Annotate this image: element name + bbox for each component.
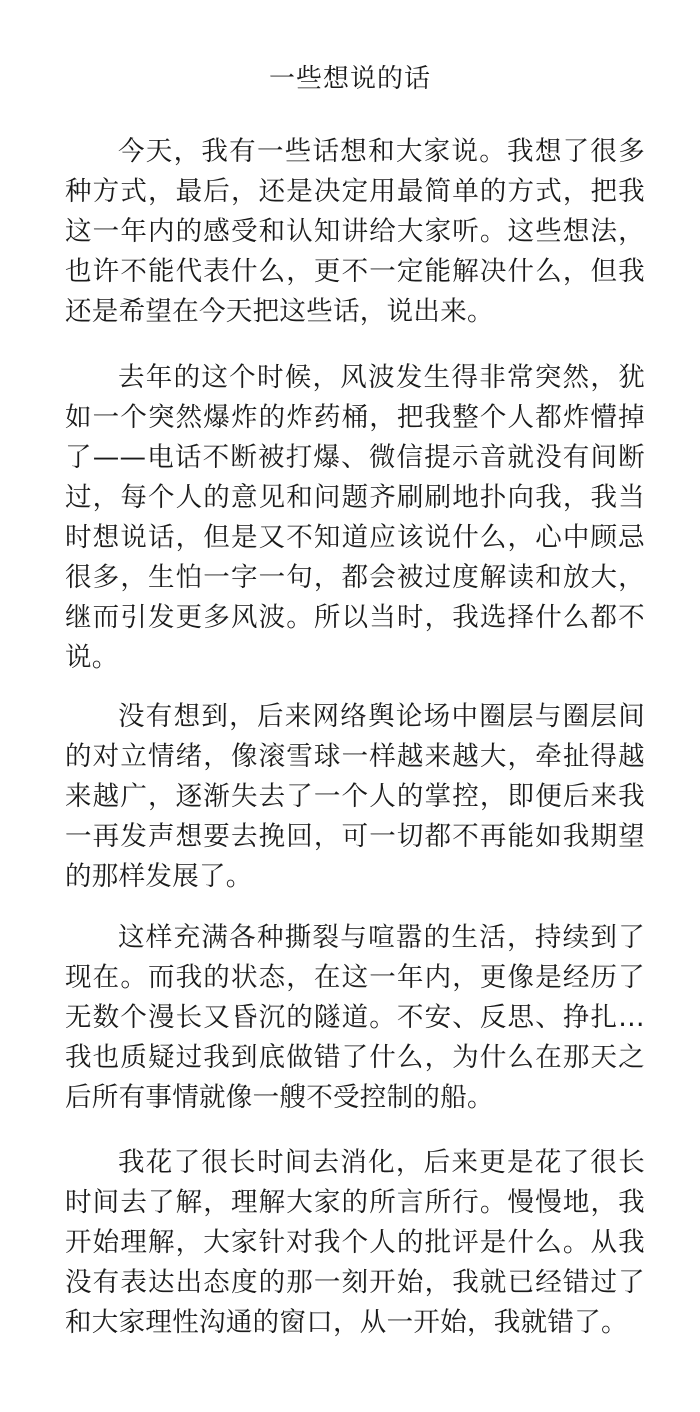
paragraph-2: 去年的这个时候，风波发生得非常突然，犹如一个突然爆炸的炸药桶，把我整个人都炸懵掉了——电话不断被打爆、微信提示音就没有间断过，每个人的意见和问题齐刷刷地扑向我，我当时想说话，但是又不知道应该说什么，心中顾忌很多，生怕一字一句，都会被过度解读和放大，继而引发更多风波。所以当时，我选择什么都不说。 — [65, 362, 645, 673]
paragraph-1: 今天，我有一些话想和大家说。我想了很多种方式，最后，还是决定用最简单的方式，把我这一年内的感受和认知讲给大家听。这些想法，也许不能代表什么，更不一定能解决什么，但我还是希望在今天把这些话，说出来。 — [65, 136, 645, 327]
paragraph-5: 我花了很长时间去消化，后来更是花了很长时间去了解，理解大家的所言所行。慢慢地，我开始理解，大家针对我个人的批评是什么。从我没有表达出态度的那一刻开始，我就已经错过了和大家理性沟通的窗口，从一开始，我就错了。 — [65, 1147, 645, 1338]
paragraph-3: 没有想到，后来网络舆论场中圈层与圈层间的对立情绪，像滚雪球一样越来越大，牵扯得越来越广，逐渐失去了一个人的掌控，即便后来我一再发声想要去挽回，可一切都不再能如我期望的那样发展了。 — [65, 701, 645, 892]
paragraph-4: 这样充满各种撕裂与喧嚣的生活，持续到了现在。而我的状态，在这一年内，更像是经历了无数个漫长又昏沉的隧道。不安、反思、挣扎… 我也质疑过我到底做错了什么，为什么在那天之后所有事情就像一艘不受控制的船。 — [65, 922, 645, 1113]
article-title: 一些想说的话 — [268, 64, 431, 94]
